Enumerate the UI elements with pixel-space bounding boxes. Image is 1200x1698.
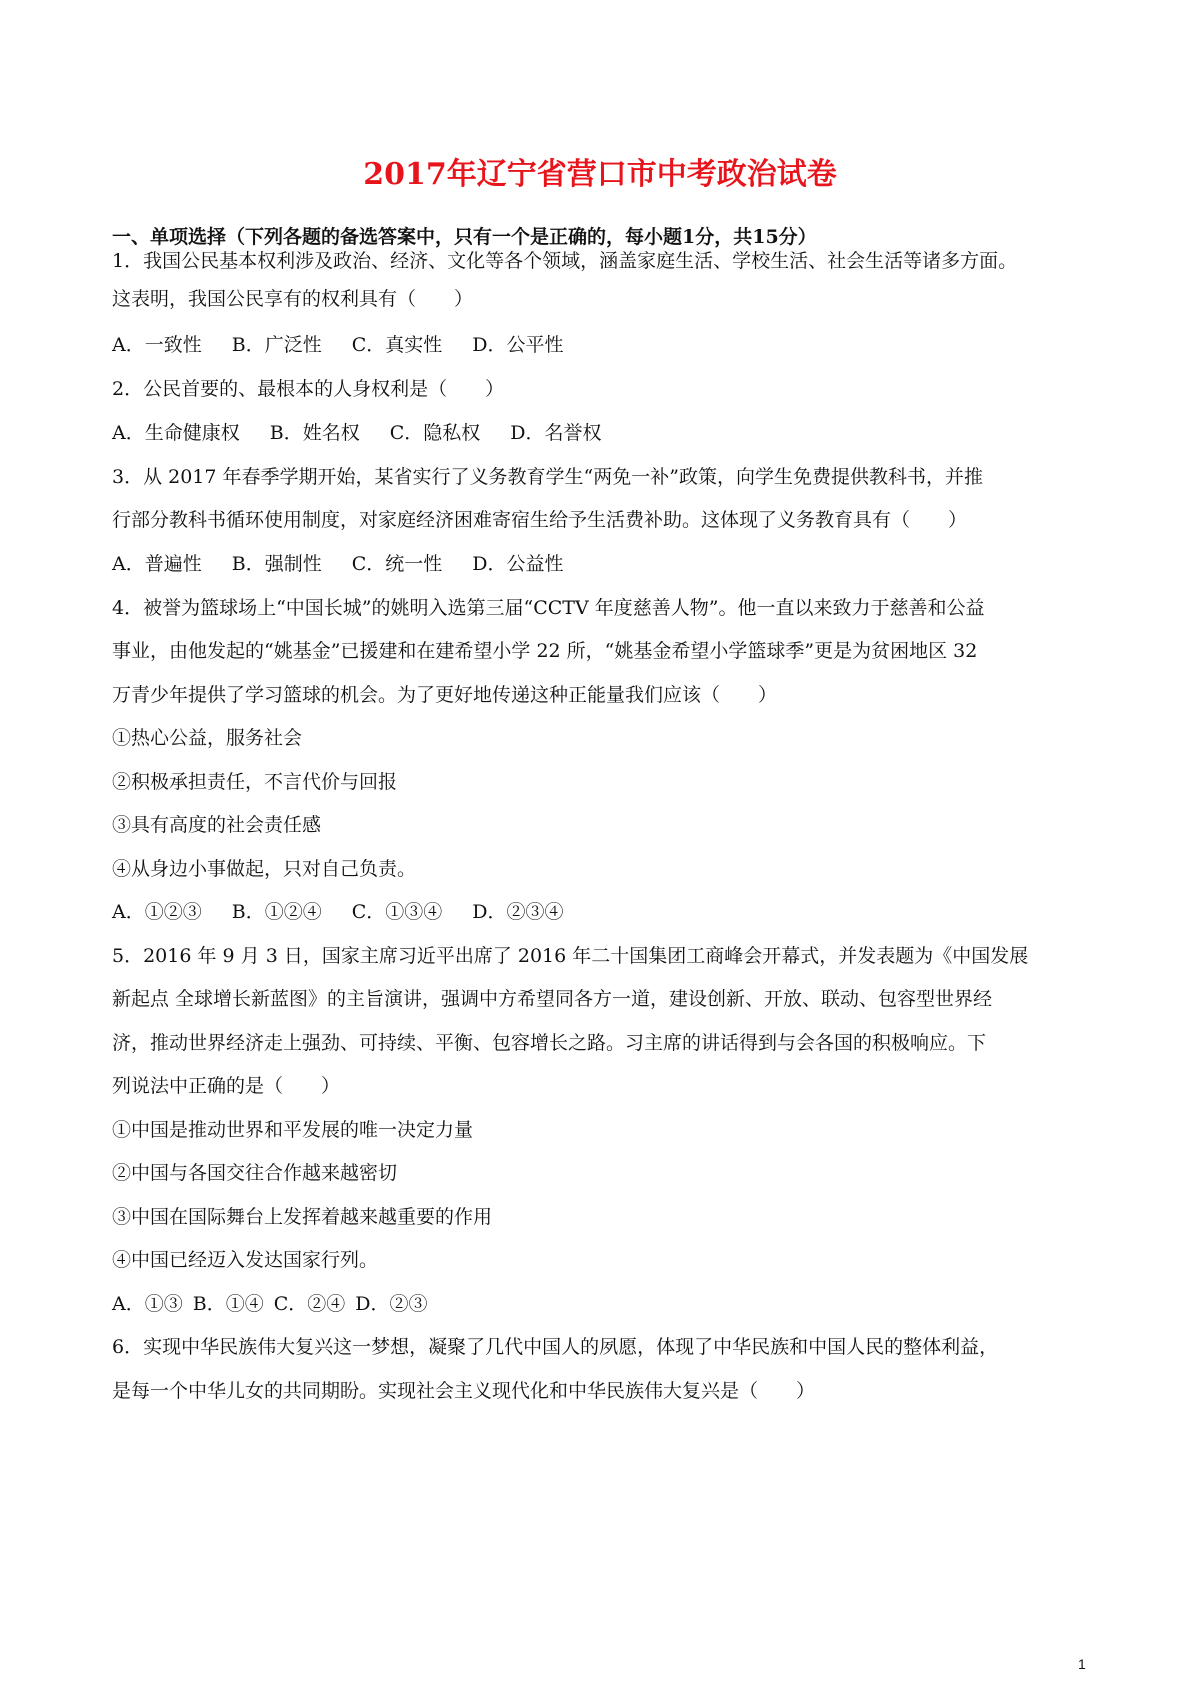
choice-a: A．普遍性: [112, 553, 202, 575]
question-5-line-2: 新起点 全球增长新蓝图》的主旨演讲，强调中方希望同各方一道，建设创新、开放、联动、包容型世界经: [112, 988, 993, 1010]
choice-a: A．①②③: [112, 901, 202, 923]
choice-d: D．公益性: [472, 553, 564, 575]
question-4-line-1: 4．被誉为篮球场上“中国长城”的姚明入选第三届“CCTV 年度慈善人物”。他一直以来致力于慈善和公益: [112, 597, 985, 619]
question-5-choices: [112, 1289, 427, 1319]
question-1-choices: [112, 330, 563, 360]
question-1-line-1: 1．我国公民基本权利涉及政治、经济、文化等各个领域，涵盖家庭生活、学校生活、社会生活等诸多方面。: [112, 250, 1018, 272]
question-4-option-4: ④从身边小事做起，只对自己负责。: [112, 858, 417, 880]
question-3-line-1: 3．从 2017 年春季学期开始，某省实行了义务教育学生“两免一补”政策，向学生免费提供教科书，并推: [112, 466, 983, 488]
choice-c: C．统一性: [351, 553, 443, 575]
question-5-line-4: 列说法中正确的是（ ）: [112, 1075, 341, 1097]
question-2-choices: [112, 418, 601, 448]
question-6-line-2: 是每一个中华儿女的共同期盼。实现社会主义现代化和中华民族伟大复兴是（ ）: [112, 1380, 816, 1402]
choice-c: C．隐私权: [389, 422, 481, 444]
exam-title: 2017年辽宁省营口市中考政治试卷: [363, 157, 837, 192]
choice-b: B．强制性: [231, 553, 322, 575]
choice-d: D．公平性: [472, 334, 564, 356]
question-4-option-3: ③具有高度的社会责任感: [112, 814, 322, 836]
choice-b: B．广泛性: [231, 334, 322, 356]
question-5-line-1: 5．2016 年 9 月 3 日，国家主席习近平出席了 2016 年二十国集团工商峰会开幕式，并发表题为《中国发展: [112, 945, 1029, 967]
question-1-line-2: 这表明，我国公民享有的权利具有（ ）: [112, 288, 474, 310]
choice-c: C．②④: [273, 1293, 346, 1315]
question-4-line-2: 事业，由他发起的“姚基金”已援建和在建希望小学 22 所，“姚基金希望小学篮球季”更是为贫困地区 32: [112, 640, 978, 662]
question-4-option-1: ①热心公益，服务社会: [112, 727, 303, 749]
question-4-option-2: ②积极承担责任，不言代价与回报: [112, 771, 398, 793]
section-heading: 一、单项选择（下列各题的备选答案中，只有一个是正确的，每小题1分，共15分）: [112, 226, 817, 248]
question-2-line-1: 2．公民首要的、最根本的人身权利是（ ）: [112, 378, 505, 400]
question-5-option-3: ③中国在国际舞台上发挥着越来越重要的作用: [112, 1206, 493, 1228]
choice-d: D．②③④: [472, 901, 564, 923]
question-5-option-4: ④中国已经迈入发达国家行列。: [112, 1249, 379, 1271]
choice-c: C．①③④: [351, 901, 443, 923]
choice-a: A．①③: [112, 1293, 183, 1315]
question-5-line-3: 济，推动世界经济走上强劲、可持续、平衡、包容增长之路。习主席的讲话得到与会各国的积极响应。下: [112, 1032, 987, 1054]
choice-d: D．名誉权: [510, 422, 602, 444]
choice-a: A．一致性: [112, 334, 202, 356]
choice-b: B．①④: [192, 1293, 264, 1315]
question-4-choices: [112, 897, 563, 927]
question-3-line-2: 行部分教科书循环使用制度，对家庭经济困难寄宿生给予生活费补助。这体现了义务教育具有（ ）: [112, 509, 968, 531]
question-5-option-2: ②中国与各国交往合作越来越密切: [112, 1162, 398, 1184]
question-4-line-3: 万青少年提供了学习篮球的机会。为了更好地传递这种正能量我们应该（ ）: [112, 684, 778, 706]
question-5-option-1: ①中国是推动世界和平发展的唯一决定力量: [112, 1119, 474, 1141]
question-3-choices: [112, 549, 563, 579]
question-6-line-1: 6．实现中华民族伟大复兴这一梦想，凝聚了几代中国人的夙愿，体现了中华民族和中国人民的整体利益，: [112, 1336, 999, 1358]
choice-d: D．②③: [355, 1293, 428, 1315]
page-number: 1: [1078, 1656, 1086, 1672]
choice-c: C．真实性: [351, 334, 443, 356]
choice-a: A．生命健康权: [112, 422, 240, 444]
choice-b: B．姓名权: [269, 422, 360, 444]
choice-b: B．①②④: [231, 901, 322, 923]
